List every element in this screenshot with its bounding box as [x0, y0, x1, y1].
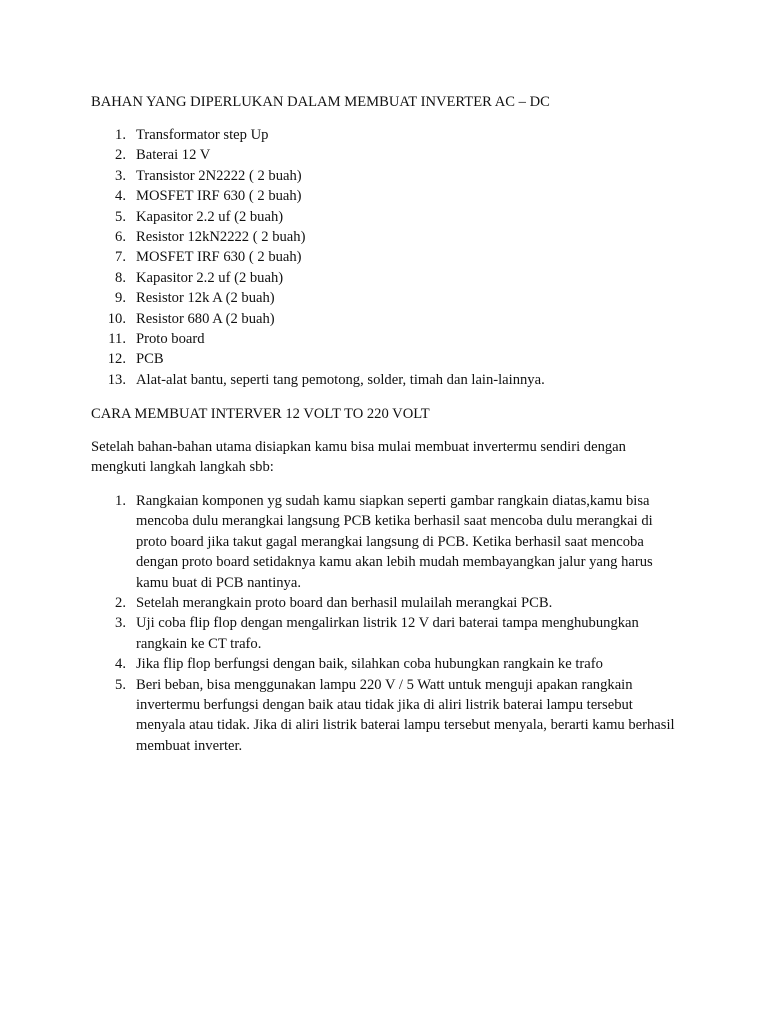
- list-item: [91, 288, 681, 308]
- heading-steps: CARA MEMBUAT INTERVER 12 VOLT TO 220 VOLT: [91, 406, 430, 422]
- list-item: [91, 247, 681, 267]
- list-number: 2.: [115, 147, 126, 164]
- list-item: [91, 654, 681, 674]
- list-text: Kapasitor 2.2 uf (2 buah): [136, 269, 284, 286]
- list-number: 13.: [107, 371, 126, 388]
- list-item: [91, 268, 681, 288]
- list-item: [91, 329, 681, 349]
- list-text: Transformator step Up: [136, 127, 269, 143]
- list-item: [91, 349, 681, 369]
- list-item: [91, 166, 681, 186]
- list-number: 9.: [115, 290, 126, 307]
- list-number: 3.: [115, 167, 126, 184]
- list-number: 11.: [108, 331, 126, 348]
- list-item: [91, 227, 681, 247]
- list-number: 4.: [115, 656, 126, 673]
- heading-materials: BAHAN YANG DIPERLUKAN DALAM MEMBUAT INVERTER AC – DC: [91, 94, 550, 110]
- list-number: 6.: [115, 229, 126, 246]
- list-text: Proto board: [136, 331, 205, 348]
- list-text: MOSFET IRF 630 ( 2 buah): [136, 249, 302, 266]
- list-text: Setelah merangkain proto board dan berhasil mulailah merangkai PCB.: [136, 595, 553, 612]
- list-number: 10.: [107, 310, 126, 327]
- list-text: Resistor 12kN2222 ( 2 buah): [136, 229, 306, 246]
- list-item: [91, 309, 681, 329]
- list-number: 4.: [115, 188, 126, 205]
- list-text: Jika flip flop berfungsi dengan baik, silahkan coba hubungkan rangkain ke trafo: [136, 656, 603, 673]
- list-text: Baterai 12 V: [136, 147, 211, 164]
- list-text: Kapasitor 2.2 uf (2 buah): [136, 208, 284, 225]
- list-number: 5.: [115, 208, 126, 225]
- list-item: [91, 207, 681, 227]
- list-item: [91, 145, 681, 165]
- list-item: [91, 613, 681, 654]
- steps-list: [91, 491, 681, 756]
- list-text: Uji coba flip flop dengan mengalirkan listrik 12 V dari baterai tampa menghubungkan rangkain ke CT trafo.: [136, 615, 639, 652]
- list-text: Rangkaian komponen yg sudah kamu siapkan seperti gambar rangkain diatas,kamu bisa mencoba dulu merangkai langsung PCB ketika berhasil saat mencoba dulu merangkai di proto board jika takut gagal merangkai langsung di PCB. Ketika berhasil saat mencoba dengan proto board setidaknya kamu akan lebih mudah membayangkan jalur yang harus kamu buat di PCB nantinya.: [136, 493, 653, 591]
- list-number: 7.: [115, 249, 126, 266]
- list-number: 5.: [115, 676, 126, 693]
- list-text: Resistor 680 A (2 buah): [136, 310, 275, 327]
- intro-paragraph: Setelah bahan-bahan utama disiapkan kamu bisa mulai membuat invertermu sendiri dengan mengkuti langkah langkah sbb:: [91, 439, 626, 476]
- materials-list: [91, 125, 681, 390]
- list-number: 3.: [115, 615, 126, 632]
- list-number: 1.: [115, 493, 126, 509]
- list-text: MOSFET IRF 630 ( 2 buah): [136, 188, 302, 205]
- list-text: Resistor 12k A (2 buah): [136, 290, 275, 307]
- list-text: Beri beban, bisa menggunakan lampu 220 V / 5 Watt untuk menguji apakan rangkain invertermu berfungsi dengan baik atau tidak jika di aliri listrik baterai lampu tersebut menyala atau tidak. Jika di aliri listrik baterai lampu tersebut menyala, berarti kamu berhasil membuat inverter.: [136, 676, 675, 754]
- list-number: 8.: [115, 269, 126, 286]
- list-text: Alat-alat bantu, seperti tang pemotong, solder, timah dan lain-lainnya.: [136, 371, 545, 388]
- list-text: Transistor 2N2222 ( 2 buah): [136, 167, 302, 184]
- list-item: [91, 593, 681, 613]
- list-item: [91, 186, 681, 206]
- list-text: PCB: [136, 351, 164, 368]
- list-item: [91, 491, 681, 593]
- list-item: [91, 125, 681, 145]
- list-item: [91, 370, 681, 390]
- list-number: 12.: [107, 351, 126, 368]
- list-number: 1.: [115, 127, 126, 143]
- list-number: 2.: [115, 595, 126, 612]
- list-item: [91, 675, 681, 757]
